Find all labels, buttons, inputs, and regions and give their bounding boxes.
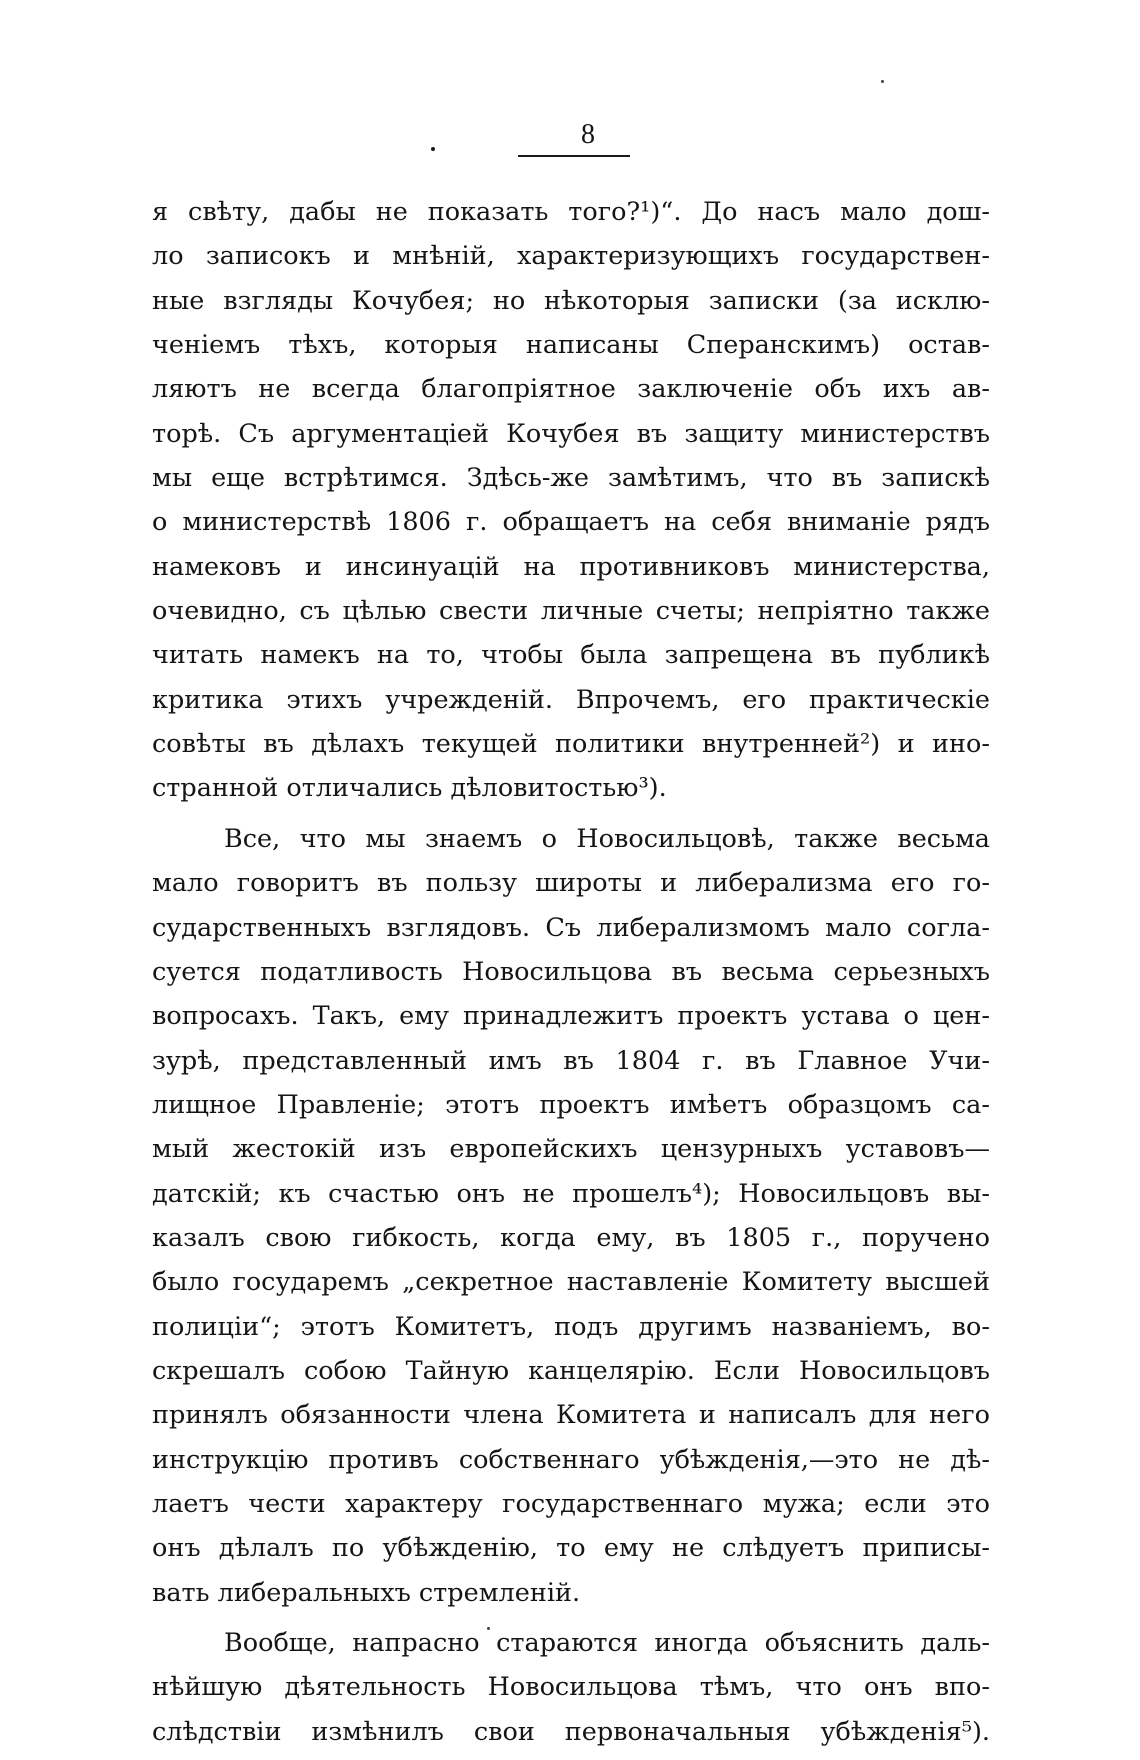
paragraph-start-line: Все, что мы знаемъ о Новосильцовѣ, также весьма: [224, 823, 990, 854]
text-line: лищное Правленіе; этотъ проектъ имѣетъ образцомъ са-: [152, 1089, 990, 1120]
text-line: лаетъ чести характеру государственнаго мужа; если это: [152, 1488, 990, 1519]
text-line: датскій; къ счастью онъ не прошелъ⁴); Новосильцовъ вы-: [152, 1178, 990, 1209]
text-line: инструкцію противъ собственнаго убѣжденія,—это не дѣ-: [152, 1444, 990, 1475]
text-line: намековъ и инсинуацій на противниковъ министерства,: [152, 551, 990, 582]
text-line: ло записокъ и мнѣній, характеризующихъ государствен-: [152, 241, 990, 272]
text-line: я свѣту, дабы не показать того?¹)“. До насъ мало дош-: [152, 197, 990, 227]
header-rule: [518, 155, 630, 157]
text-line: мы еще встрѣтимся. Здѣсь-же замѣтимъ, что въ запискѣ: [152, 463, 990, 494]
body-text: [152, 190, 990, 1754]
text-line: ченіемъ тѣхъ, которыя написаны Сперанскимъ) остав-: [152, 330, 990, 361]
text-line: онъ дѣлалъ по убѣжденію, то ему не слѣдуетъ приписы-: [152, 1533, 990, 1564]
page-number: 8: [581, 119, 595, 150]
text-line: ные взгляды Кочубея; но нѣкоторыя записки (за исклю-: [152, 285, 990, 316]
text-line: торѣ. Съ аргументаціей Кочубея въ защиту министерствъ: [152, 418, 990, 449]
text-line: совѣты въ дѣлахъ текущей политики внутренней²) и ино-: [152, 729, 990, 760]
text-line: казалъ свою гибкость, когда ему, въ 1805 г., поручено: [152, 1222, 990, 1253]
text-line: мало говоритъ въ пользу широты и либерализма его го-: [152, 868, 990, 899]
text-line: вопросахъ. Такъ, ему принадлежитъ проектъ устава о цен-: [152, 1001, 990, 1032]
text-line: слѣдствіи измѣнилъ свои первоначальныя убѣжденія⁵).: [152, 1716, 990, 1747]
text-line: мый жестокій изъ европейскихъ цензурныхъ уставовъ—: [152, 1134, 990, 1165]
text-line: нѣйшую дѣятельность Новосильцова тѣмъ, что онъ впо-: [152, 1672, 990, 1703]
text-line: вать либеральныхъ стремленій.: [152, 1577, 581, 1608]
header-dot-mark: [431, 147, 435, 151]
paragraph-start-line: Вообще, напрасно стараются иногда объяснить даль-: [224, 1628, 990, 1658]
text-line: странной отличались дѣловитостью³).: [152, 773, 667, 804]
text-line: зурѣ, представленный имъ въ 1804 г. въ Главное Учи-: [152, 1045, 990, 1076]
text-line: принялъ обязанности члена Комитета и написалъ для него: [152, 1400, 990, 1431]
text-line: было государемъ „секретное наставленіе Комитету высшей: [152, 1267, 990, 1298]
text-line: критика этихъ учрежденій. Впрочемъ, его практическіе: [152, 684, 990, 715]
text-line: очевидно, съ цѣлью свести личные счеты; непріятно также: [152, 596, 990, 627]
text-line: скрешалъ собою Тайную канцелярію. Если Новосильцовъ: [152, 1355, 990, 1386]
text-line: полиціи“; этотъ Комитетъ, подъ другимъ названіемъ, во-: [152, 1311, 990, 1342]
text-line: суется податливость Новосильцова въ весьма серьезныхъ: [152, 956, 990, 987]
stray-mark: [881, 80, 884, 83]
text-line: ляютъ не всегда благопріятное заключеніе объ ихъ ав-: [152, 374, 990, 405]
text-line: о министерствѣ 1806 г. обращаетъ на себя вниманіе рядъ: [152, 507, 990, 538]
text-line: читать намекъ на то, чтобы была запрещена въ публикѣ: [152, 640, 990, 671]
text-line: сударственныхъ взглядовъ. Съ либерализмомъ мало согла-: [152, 912, 990, 943]
